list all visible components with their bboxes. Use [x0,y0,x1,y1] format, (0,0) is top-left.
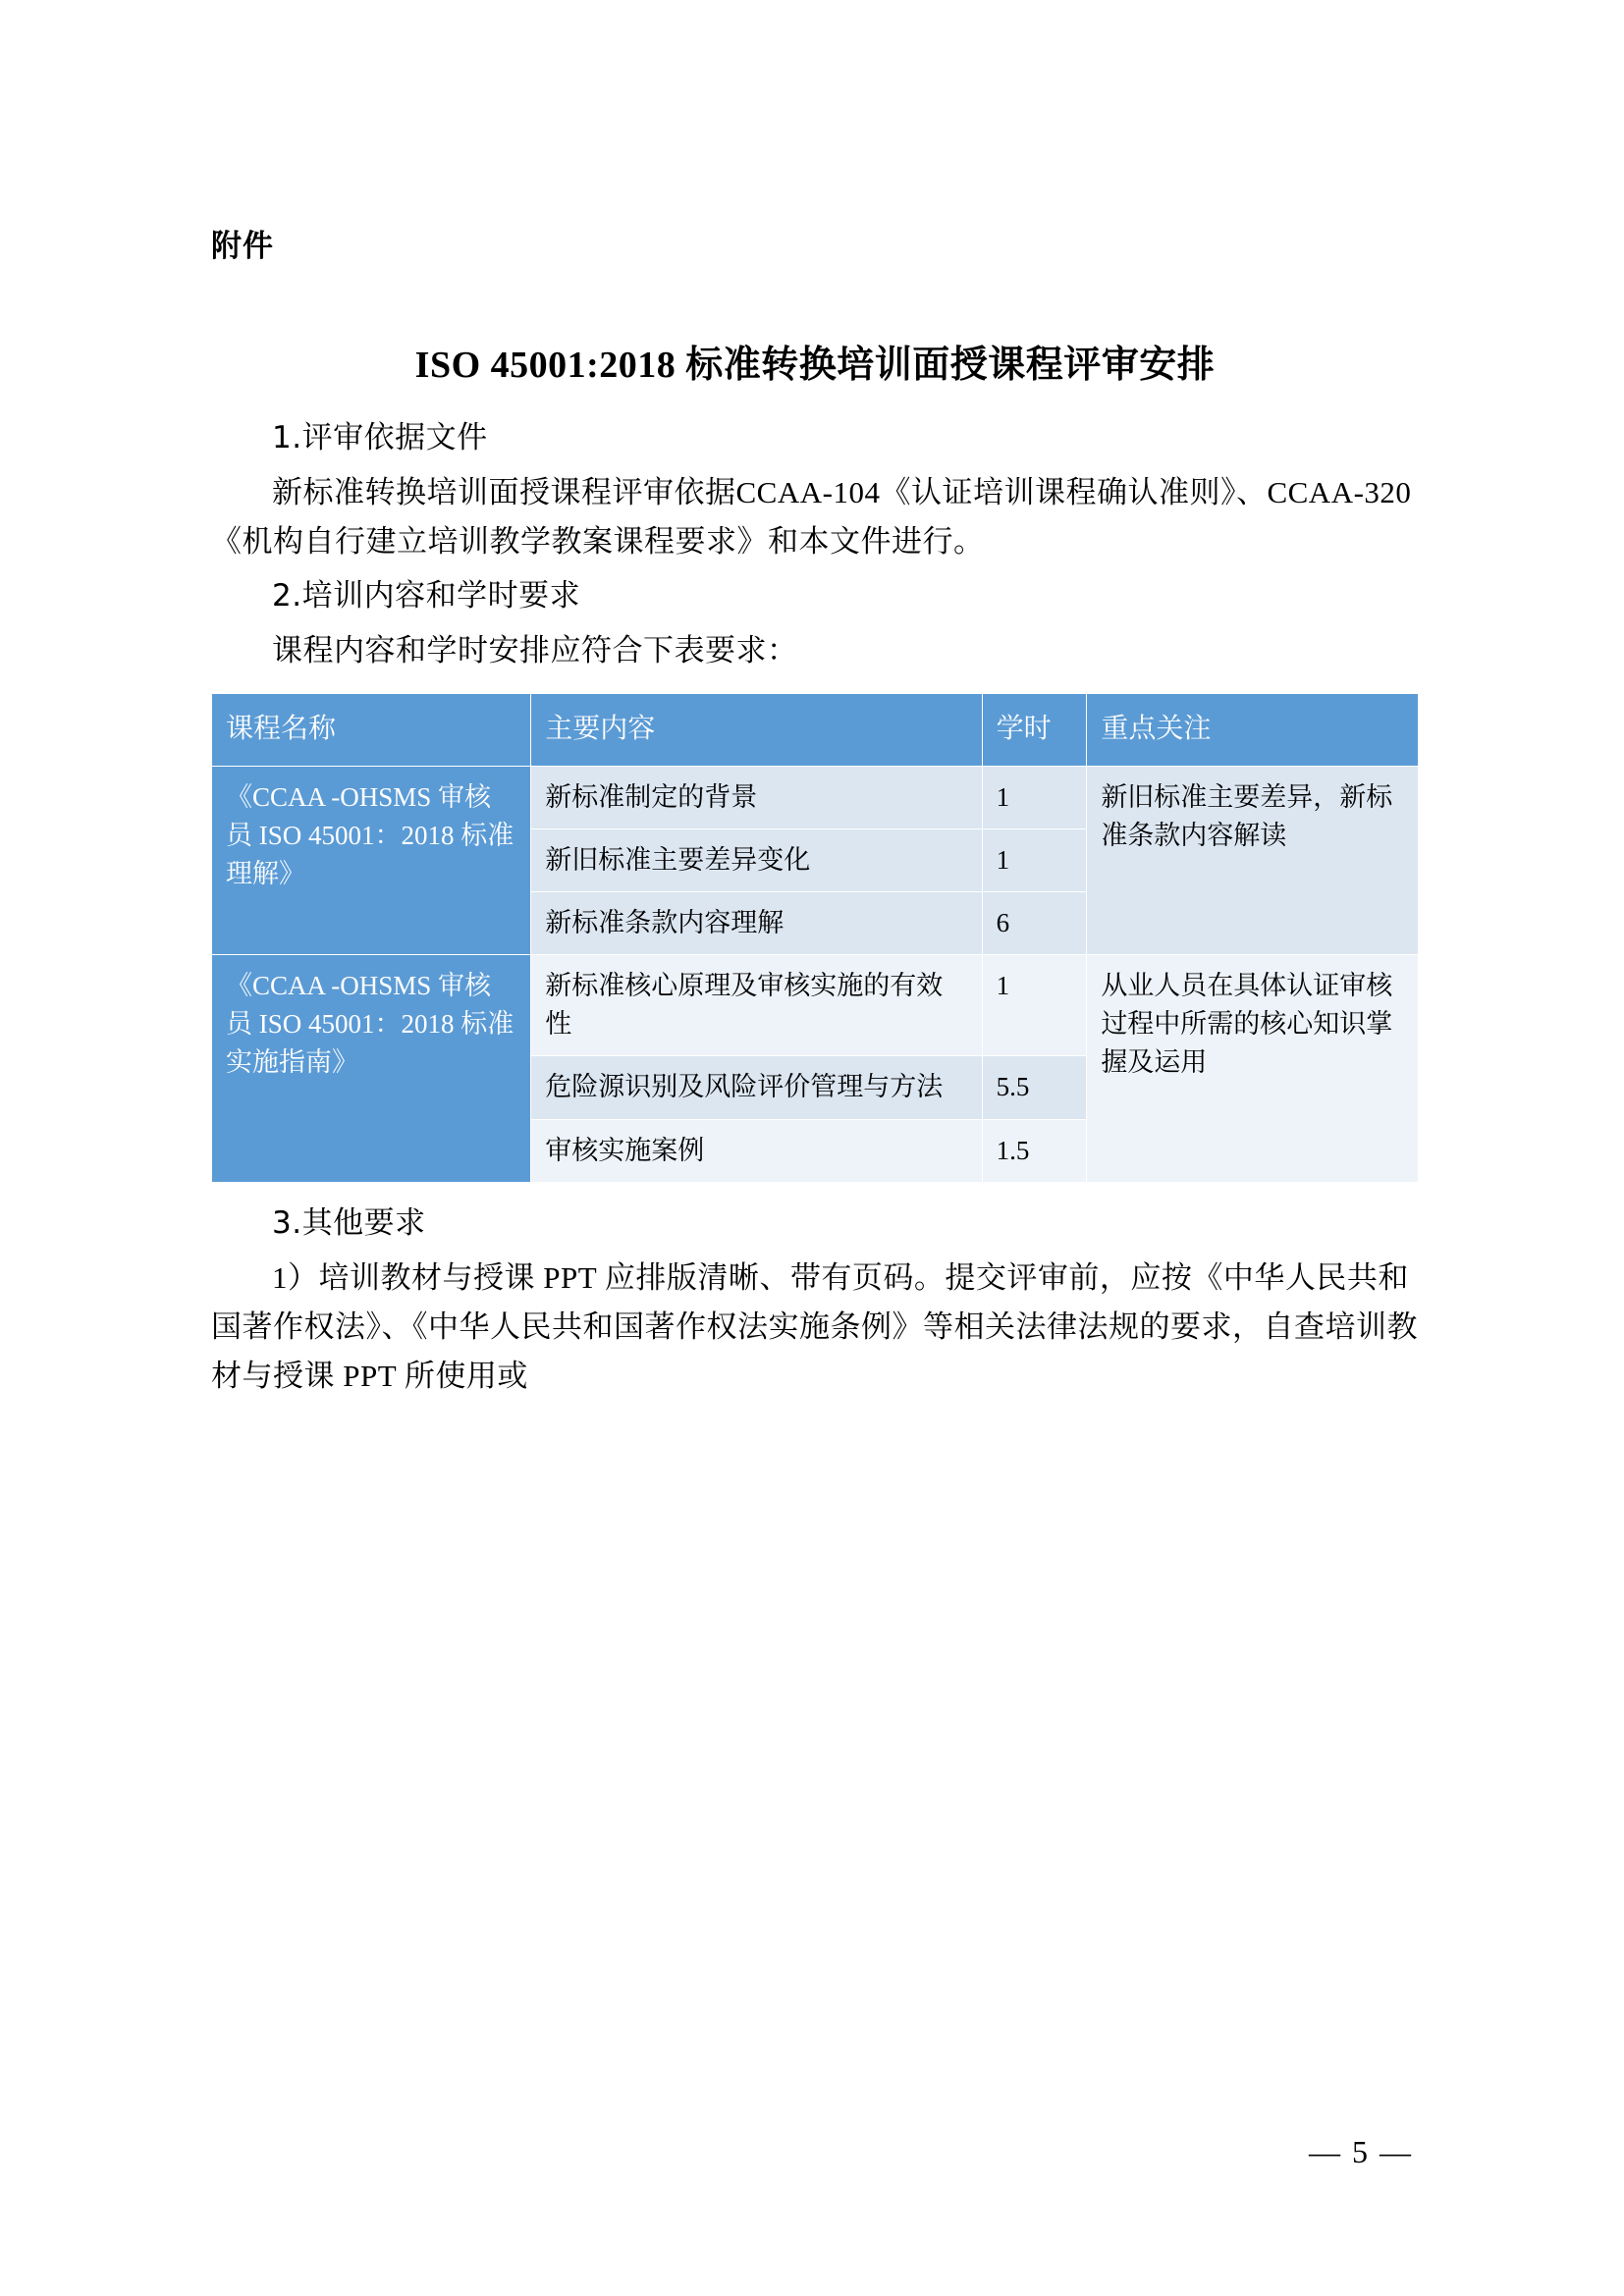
table-cell-content: 审核实施案例 [531,1119,982,1182]
table-header-hours: 学时 [982,694,1087,767]
section-paragraph-2: 课程内容和学时安排应符合下表要求： [272,632,798,667]
table-row [212,955,1419,1056]
table-cell-hours: 1 [982,766,1087,828]
table-header-main-content: 主要内容 [531,694,982,767]
table-cell-content: 新标准核心原理及审核实施的有效性 [531,955,982,1056]
page-title: ISO 45001:2018 标准转换培训面授课程评审安排 [414,345,1216,386]
table-cell-focus: 从业人员在具体认证审核过程中所需的核心知识掌握及运用 [1087,955,1419,1183]
section-heading-2: 2.培训内容和学时要求 [272,577,581,614]
table-header-course-name: 课程名称 [212,694,531,767]
table-cell-content: 新标准制定的背景 [531,766,982,828]
course-schedule-table [211,693,1419,1183]
table-cell-hours: 1 [982,955,1087,1056]
table-cell-hours: 1 [982,828,1087,891]
table-cell-course-name: 《CCAA -OHSMS 审核员 ISO 45001：2018 标准理解》 [212,766,531,954]
table-cell-hours: 1.5 [982,1119,1087,1182]
table-cell-hours: 5.5 [982,1056,1087,1119]
section-heading-3: 3.其他要求 [272,1204,426,1241]
page-number: — 5 — [1309,2134,1413,2169]
table-header-focus: 重点关注 [1087,694,1419,767]
table-cell-content: 新标准条款内容理解 [531,891,982,954]
section-heading-1: 1.评审依据文件 [272,420,488,455]
table-cell-content: 危险源识别及风险评价管理与方法 [531,1056,982,1119]
table-row [212,766,1419,828]
page-content [211,221,1419,1406]
attachment-label: 附件 [211,229,274,264]
table-cell-hours: 6 [982,891,1087,954]
table-cell-focus: 新旧标准主要差异，新标准条款内容解读 [1087,766,1419,954]
table-header-row [212,694,1419,767]
section-paragraph-3: 1）培训教材与授课 PPT 应排版清晰、带有页码。提交评审前，应按《中华人民共和国著作权法》、《中华人民共和国著作权法实施条例》等相关法律法规的要求，自查培训教材与授课 PPT 所使用或 [211,1259,1418,1394]
section-paragraph-1: 新标准转换培训面授课程评审依据CCAA-104《认证培训课程确认准则》、CCAA-320《机构自行建立培训教学教案课程要求》和本文件进行。 [211,475,1412,560]
table-cell-course-name: 《CCAA -OHSMS 审核员 ISO 45001：2018 标准实施指南》 [212,955,531,1183]
table-cell-content: 新旧标准主要差异变化 [531,828,982,891]
